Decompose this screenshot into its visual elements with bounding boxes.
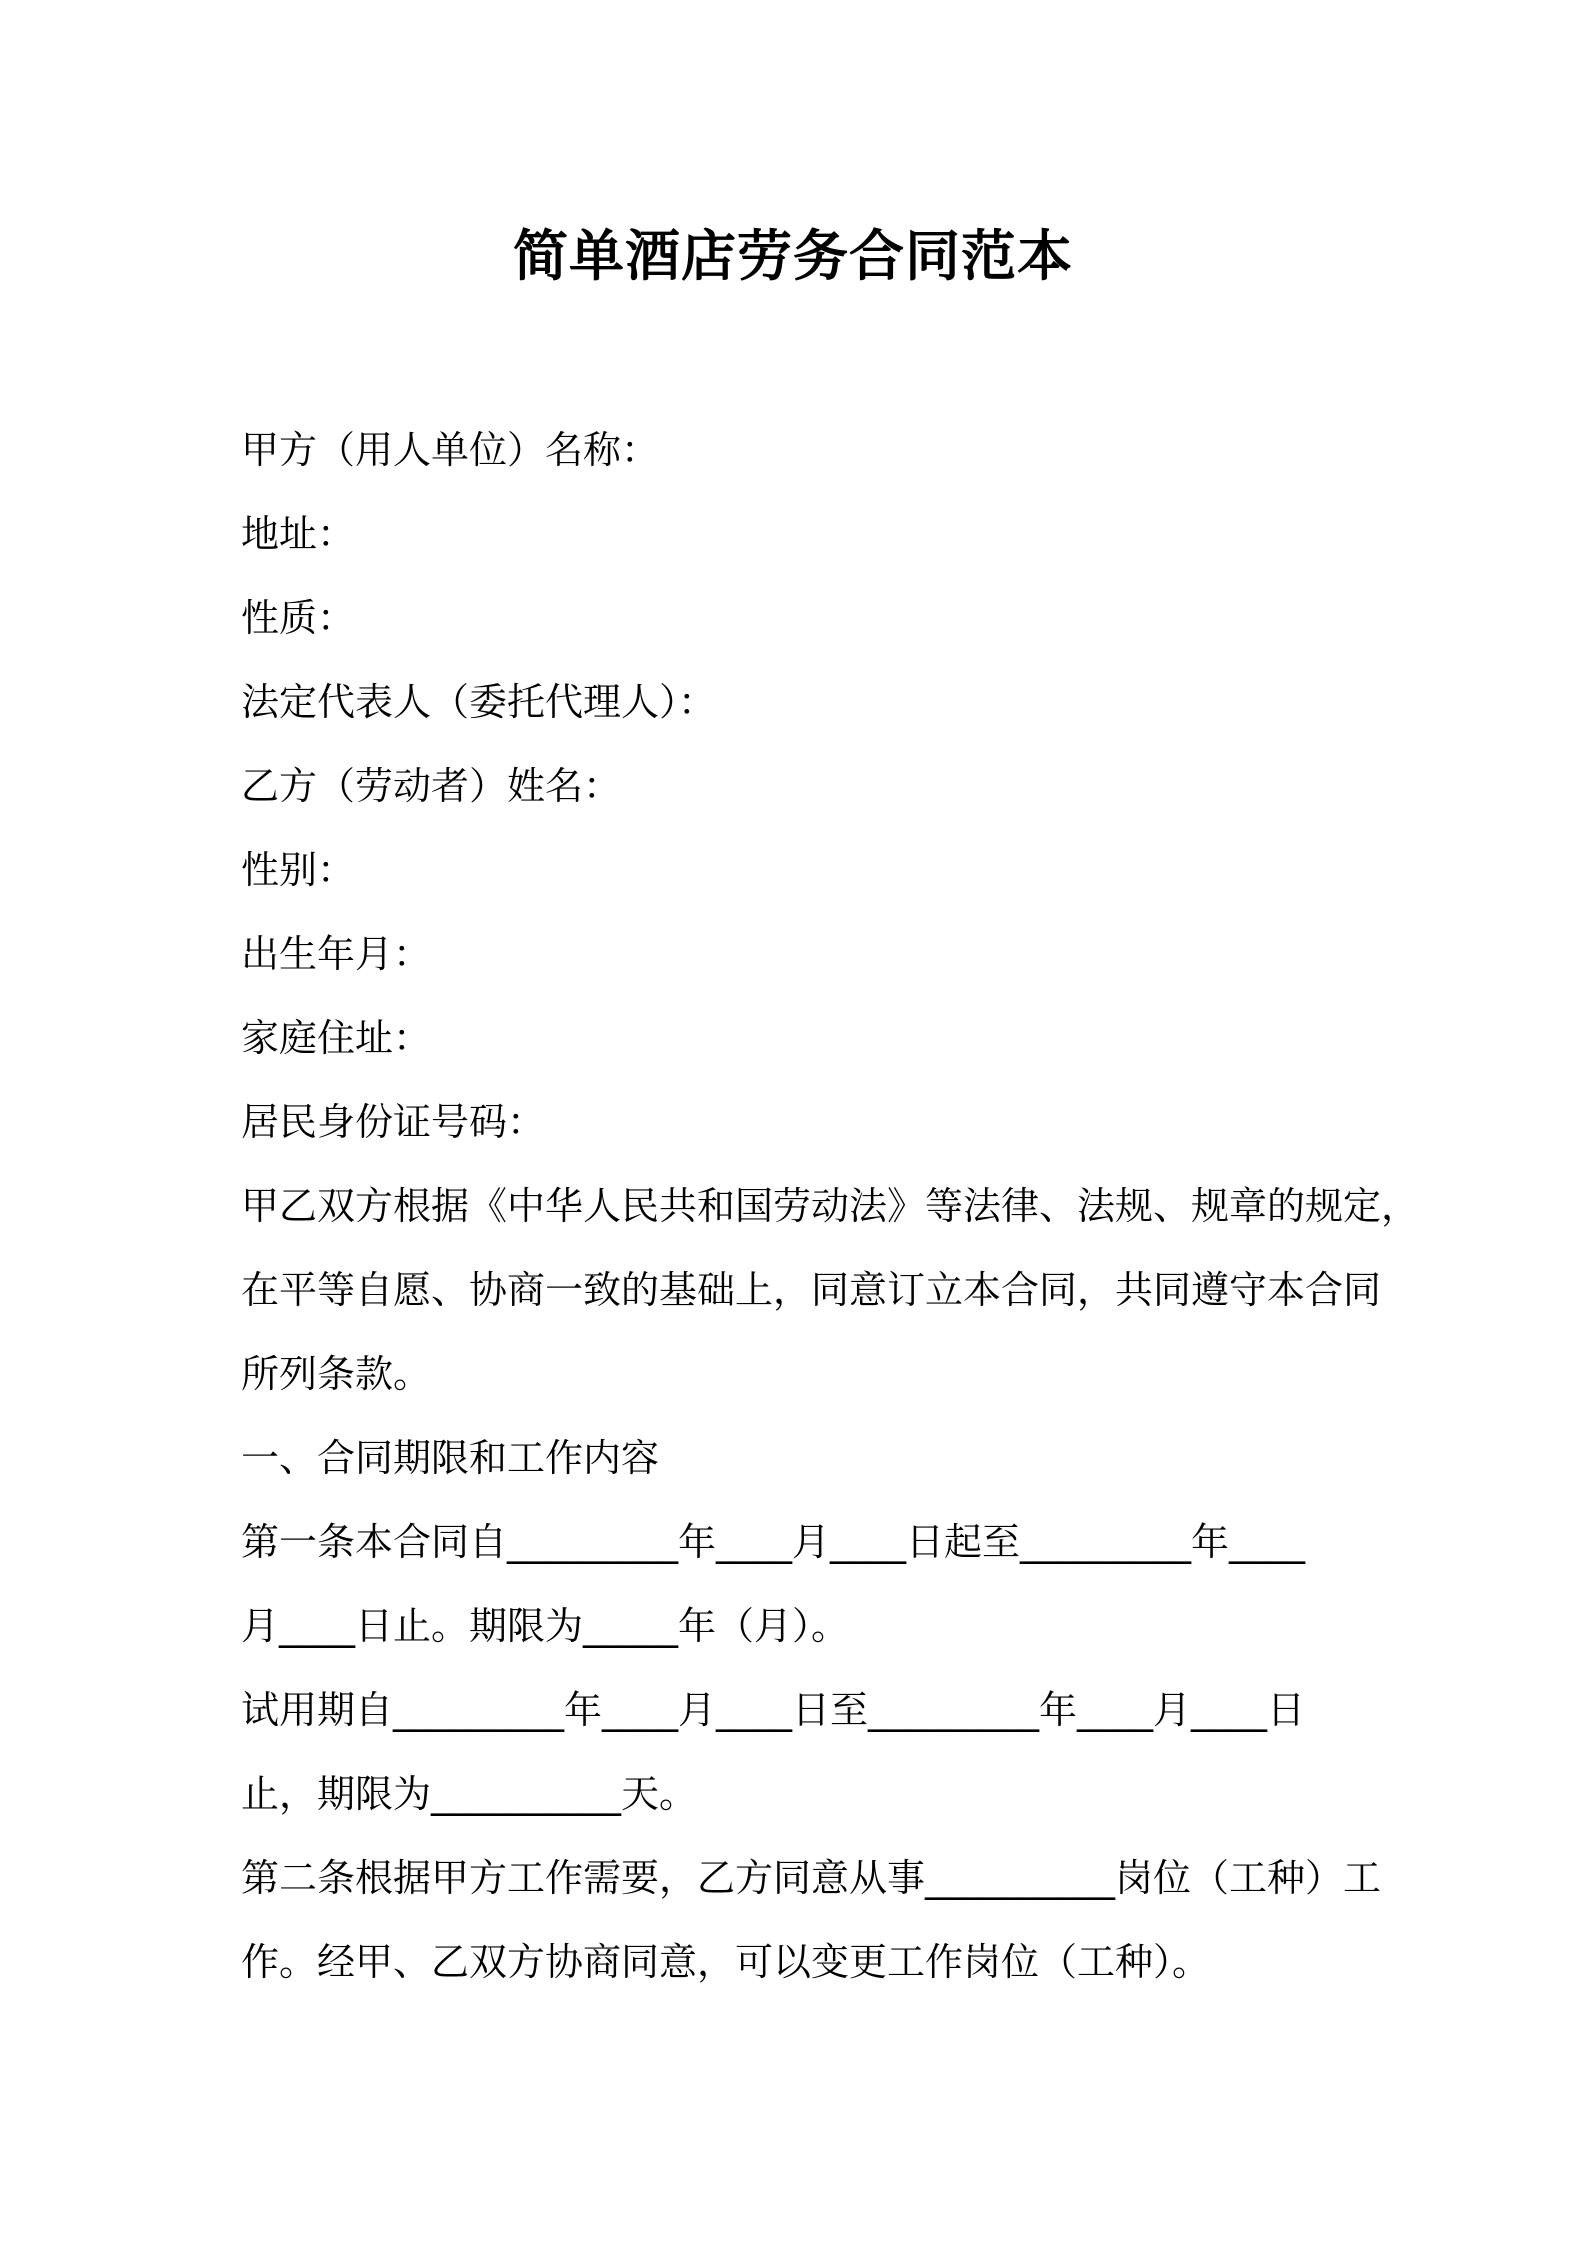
field-nature: 性质： — [241, 596, 356, 640]
field-address: 地址： — [241, 512, 356, 556]
field-id-number: 居民身份证号码： — [241, 1100, 546, 1144]
clause-line: 第一条本合同自_________年____月____日起至_________年____ — [241, 1520, 1306, 1564]
field-birth-date: 出生年月： — [241, 932, 432, 976]
clause-line: 月____日止。期限为_____年（月）。 — [241, 1604, 850, 1648]
clause-line: 第二条根据甲方工作需要，乙方同意从事__________岗位（工种）工 — [241, 1856, 1382, 1900]
clause-line: 止，期限为__________天。 — [241, 1772, 698, 1816]
clause-line: 试用期自_________年____月____日至_________年____月____日 — [241, 1688, 1306, 1732]
preamble-line: 所列条款。 — [241, 1352, 432, 1396]
document-body — [241, 408, 1420, 2004]
field-legal-representative: 法定代表人（委托代理人）： — [241, 680, 717, 724]
clause-line: 作。经甲、乙双方协商同意，可以变更工作岗位（工种）。 — [241, 1940, 1211, 1984]
preamble-line: 甲乙双方根据《中华人民共和国劳动法》等法律、法规、规章的规定， — [241, 1184, 1420, 1228]
field-party-b-name: 乙方（劳动者）姓名： — [241, 764, 622, 808]
field-party-a-name: 甲方（用人单位）名称： — [241, 428, 660, 472]
field-home-address: 家庭住址： — [241, 1016, 432, 1060]
field-gender: 性别： — [241, 848, 356, 892]
document-title: 简单酒店劳务合同范本 — [512, 224, 1073, 288]
section-heading: 一、合同期限和工作内容 — [241, 1436, 660, 1480]
preamble-line: 在平等自愿、协商一致的基础上，同意订立本合同，共同遵守本合同 — [241, 1268, 1382, 1312]
